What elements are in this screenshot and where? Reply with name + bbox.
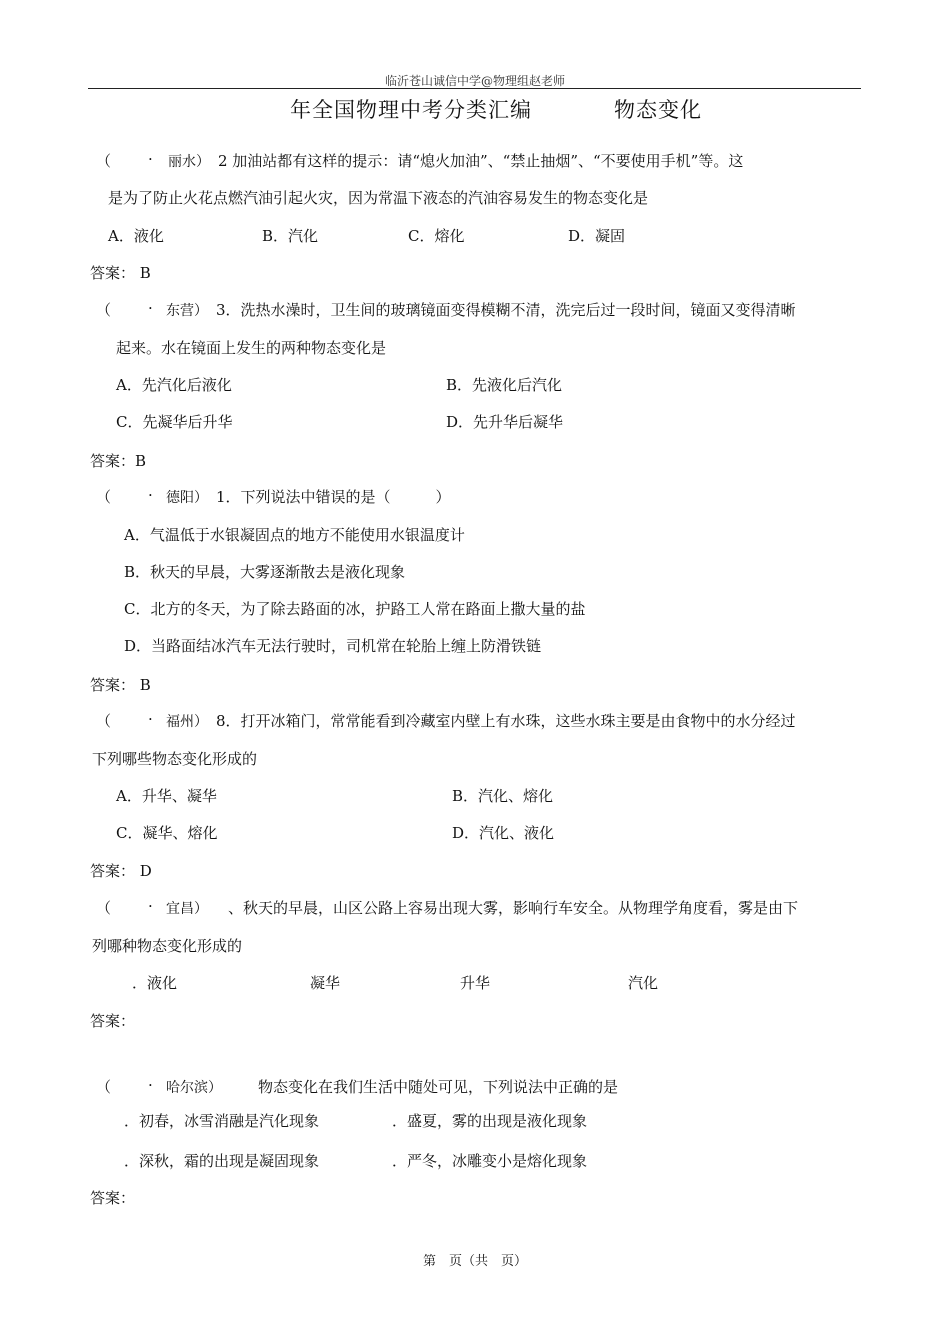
paren-open: （ — [96, 1078, 112, 1096]
option-c: C．先凝华后升华 — [116, 413, 233, 431]
question-stem-cont: 起来。水在镜面上发生的两种物态变化是 — [116, 339, 387, 357]
paren-open: （ — [96, 488, 112, 506]
option-b: B．秋天的早晨，大雾逐渐散去是液化现象 — [124, 563, 406, 581]
question-stem-cont: 是为了防止火花点燃汽油引起火灾，因为常温下液态的汽油容易发生的物态变化是 — [108, 189, 649, 207]
option-b: 凝华 — [310, 974, 341, 992]
paren-open: （ — [96, 152, 112, 170]
question-source: 宜昌） — [166, 901, 208, 917]
answer: 答案： — [90, 1189, 136, 1207]
option-a: ．初春，冰雪消融是汽化现象 — [124, 1112, 320, 1130]
option-d: D．当路面结冰汽车无法行驶时，司机常在轮胎上缠上防滑铁链 — [124, 637, 542, 655]
paren-open: （ — [96, 712, 112, 730]
doc-title: 年全国物理中考分类汇编 — [290, 98, 532, 122]
question-source: 丽水） — [168, 154, 210, 170]
option-c: C．凝华、熔化 — [116, 824, 218, 842]
question-source: 福州） — [166, 714, 208, 730]
source-dot: · — [148, 1076, 153, 1094]
option-a: A．先汽化后液化 — [116, 376, 232, 394]
option-a: ．液化 — [132, 974, 178, 992]
question-stem: 2 加油站都有这样的提示：请“熄火加油”、“禁止抽烟”、“不要使用手机”等。这 — [218, 152, 744, 170]
option-c: C．北方的冬天，为了除去路面的冰，护路工人常在路面上撒大量的盐 — [124, 600, 586, 618]
option-d: D．先升华后凝华 — [446, 413, 564, 431]
question-stem: 1．下列说法中错误的是（ ） — [216, 488, 451, 506]
question-source: 德阳） — [166, 490, 208, 506]
option-d: ．严冬，冰雕变小是熔化现象 — [392, 1152, 588, 1170]
option-b: B．汽化、熔化 — [452, 787, 554, 805]
question-source: 哈尔滨） — [166, 1080, 222, 1096]
question-stem: 3．洗热水澡时，卫生间的玻璃镜面变得模糊不清，洗完后过一段时间，镜面又变得清晰 — [216, 301, 796, 319]
answer: 答案： D — [90, 862, 152, 880]
header-rule — [88, 88, 861, 89]
question-source: 东营） — [166, 303, 208, 319]
option-a: A．液化 — [108, 227, 164, 245]
question-stem: 8．打开冰箱门，常常能看到冷藏室内壁上有水珠，这些水珠主要是由食物中的水分经过 — [216, 712, 796, 730]
source-dot: · — [148, 299, 153, 317]
option-b: ．盛夏，雾的出现是液化现象 — [392, 1112, 588, 1130]
source-dot: · — [148, 710, 153, 728]
option-c: C．熔化 — [408, 227, 465, 245]
doc-subtitle: 物态变化 — [614, 98, 702, 122]
option-d: D．凝固 — [568, 227, 626, 245]
option-d: 汽化 — [628, 974, 659, 992]
option-c: ．深秋，霜的出现是凝固现象 — [124, 1152, 320, 1170]
question-stem: 、秋天的早晨，山区公路上容易出现大雾，影响行车安全。从物理学角度看，雾是由下 — [228, 899, 799, 917]
option-a: A．气温低于水银凝固点的地方不能使用水银温度计 — [124, 526, 465, 544]
question-stem-cont: 列哪种物态变化形成的 — [92, 937, 243, 955]
source-dot: · — [148, 486, 153, 504]
paren-open: （ — [96, 301, 112, 319]
question-stem-cont: 下列哪些物态变化形成的 — [92, 750, 258, 768]
page-footer: 第 页（共 页） — [422, 1254, 527, 1269]
answer: 答案： B — [90, 264, 151, 282]
option-b: B．先液化后汽化 — [446, 376, 563, 394]
answer: 答案： B — [90, 676, 151, 694]
page-header: 临沂苍山诚信中学@物理组赵老师 — [384, 74, 565, 88]
source-dot: · — [148, 150, 153, 168]
option-b: B．汽化 — [262, 227, 319, 245]
option-a: A．升华、凝华 — [116, 787, 217, 805]
answer: 答案：B — [90, 452, 147, 470]
answer: 答案： — [90, 1012, 136, 1030]
option-d: D．汽化、液化 — [452, 824, 555, 842]
question-stem: 物态变化在我们生活中随处可见，下列说法中正确的是 — [258, 1078, 619, 1096]
source-dot: · — [148, 897, 153, 915]
option-c: 升华 — [460, 974, 491, 992]
paren-open: （ — [96, 899, 112, 917]
